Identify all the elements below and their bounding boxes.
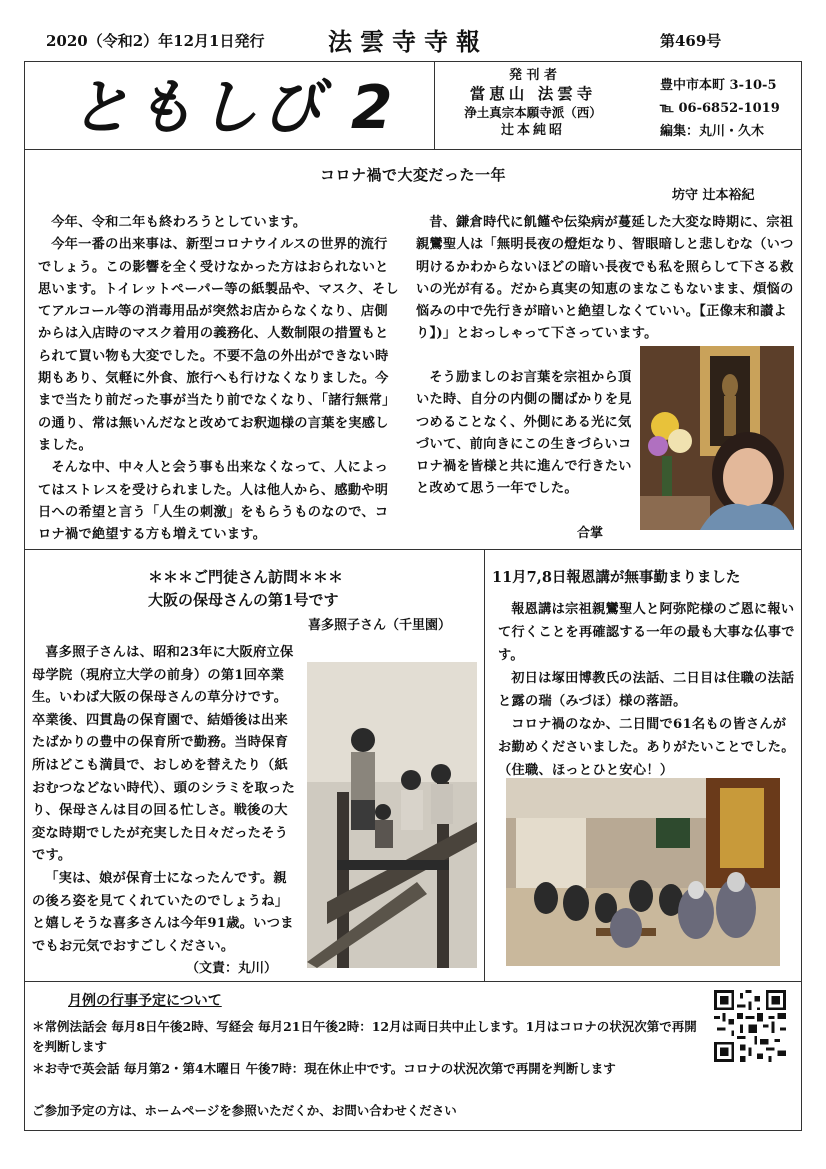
publisher-label: 発 刊 者 — [508, 68, 558, 83]
article2-heading1: ＊＊＊ご門徒さん訪問＊＊＊ — [148, 568, 344, 586]
article1-right-column-bottom — [416, 367, 638, 501]
vintage-playground-photo — [307, 662, 477, 968]
telephone: ℡ 06-6852-1019 — [660, 101, 780, 116]
masthead-bottom-rule — [24, 149, 801, 150]
article2-subject: 喜多照子さん（千里園） — [308, 618, 452, 633]
newsletter-title: 法雲寺寺報 — [328, 27, 488, 56]
issue-date: 2020（令和2）年12月1日発行 — [46, 32, 265, 50]
article2-p2: 「実は、娘が保育士になったんです。親の後ろ姿を見てくれていたのでしょうね」と嬉しそうな喜多さんは今年91歳。いつまでもお元気でおすごしください。 — [32, 870, 294, 954]
article2-p1: 喜多照子さんは、昭和23年に大阪府立保母学院（現府立大学の前身）の第1回卒業生。いわば大阪の保母さんの草分けです。卒業後、四貫島の保育園で、結婚後は出来たばかりの豊中の保育所で勤務。当時保育所はどこも満員で、おしめを替えたり（紙おむつなどない時代）、頭のシラミを取ったり、保母さんは目の回る忙しさ。戦後の大変な時期でしたが充実した日々だったそうです。 — [32, 645, 296, 864]
events-item-2: ＊お寺で英会話 毎月第2・第4木曜日 午後7時：現在休止中です。コロナの状況次第で再開を判断します — [32, 1061, 616, 1076]
article1-left-p1: 今年、令和二年も終わろうとしています。 — [51, 215, 307, 230]
events-item-1: ＊常例法話会 毎月8日午後2時、写経会 毎月21日午後2時：12月は両日共中止します。1月はコロナの状況次第で再開を判断します — [32, 1019, 697, 1054]
article2-heading2: 大阪の保母さんの第1号です — [148, 591, 339, 609]
article1-left-p2: 今年一番の出来事は、新型コロナウイルスの世界的流行でしょう。この影響を全く受けなかった方はおられないと思います。トイレットペーパー等の紙製品や、マスク、そしてアルコール等の消毒用品が突然お店からなくなり、店側からは入店時のマスク着用の義務化、人数制限の措置もとられて買い物も大変でした。不要不急の外出ができない時期もあり、気軽に外食、旅行へも行けなくなりました。今まで当たり前だった事が当たり前でなくなり、「諸行無常」の通り、常は無いんだなと改めてお釈迦様の言葉を実感しました。 — [38, 237, 399, 453]
contact-block — [660, 74, 780, 143]
article1-author: 坊守 辻本裕紀 — [672, 188, 755, 203]
masthead-logo: ともしび 2 — [70, 73, 397, 143]
hoonko-gathering-photo — [506, 778, 780, 966]
temple-name: 當恵山 法雲寺 — [469, 84, 597, 103]
article3-p2: 初日は塚田博教氏の法話、二日目は住職の法話と露の瑞（みづほ）様の落語。 — [498, 671, 795, 709]
events-title: 月例の行事予定について — [68, 993, 222, 1009]
article2-credit: （文責：丸川） — [186, 961, 278, 976]
qr-code-icon[interactable] — [714, 990, 786, 1062]
article1-right-p2: そう励ましのお言葉を宗祖から頂いた時、自分の内側の闇ばかりを見つめることなく、外側にある光に気づいて、前向きにこの生きづらいコロナ禍を皆様と共に進んで行きたいと改めて思う一年でした。 — [416, 370, 632, 497]
article3-title: 11月7,8日報恩講が無事勤まりました — [492, 569, 741, 586]
article3-p1: 報恩講は宗祖親鸞聖人と阿弥陀様のご恩に報いて行くことを再確認する一年の最も大事な仏事です。 — [498, 602, 795, 663]
article1-left-p3: そんな中、中々人と会う事も出来なくなって、人によってはストレスを受けられました。人は他人から、感動や明日への希望と言う「人生の刺激」をもらうものなので、コロナ禍で絶望する方も増えています。 — [38, 460, 389, 543]
editors: 編集：丸川・久木 — [660, 124, 765, 139]
section-divider-mid — [24, 549, 801, 550]
bomori-portrait-photo — [640, 346, 794, 530]
article1-title: コロナ禍で大変だった一年 — [319, 166, 506, 184]
article1-closing: 合掌 — [577, 526, 604, 541]
publisher-block — [436, 68, 630, 139]
article2-text — [32, 642, 300, 958]
article3-text — [498, 598, 796, 782]
sect-name: 浄土真宗本願寺派（西） — [464, 105, 602, 120]
article1-right-p1: 昔、鎌倉時代に飢饉や伝染病が蔓延した大変な時期に、宗祖親鸞聖人は「無明長夜の燈炬なり、智眼暗しと悲しむな（いつ明けるかわからないほどの暗い長夜でも私を照らして下さる救いの光が有る。だから真実の知恵のまなこもないまま、煩悩の悩みの中で先行きが暗いと絶望しなくていい。【正像末和讃より】)」とおっしゃって下さっています。 — [416, 215, 794, 342]
events-footer: ご参加予定の方は、ホームページを参照いただくか、お問い合わせください — [32, 1103, 457, 1118]
section-divider-bottom — [24, 981, 801, 982]
article1-right-column-top — [416, 212, 800, 346]
address: 豊中市本町 3-10-5 — [660, 78, 777, 93]
issue-number: 第469号 — [660, 32, 722, 50]
article1-left-column — [38, 212, 400, 546]
masthead-divider — [434, 61, 435, 149]
priest-name: 辻本純昭 — [500, 123, 565, 138]
article3-p3: コロナ禍のなか、二日間で61名もの皆さんがお勤めくださいました。ありがたいことでした。（住職、ほっとひと安心！） — [498, 717, 795, 778]
column-divider-bottom — [484, 549, 485, 981]
